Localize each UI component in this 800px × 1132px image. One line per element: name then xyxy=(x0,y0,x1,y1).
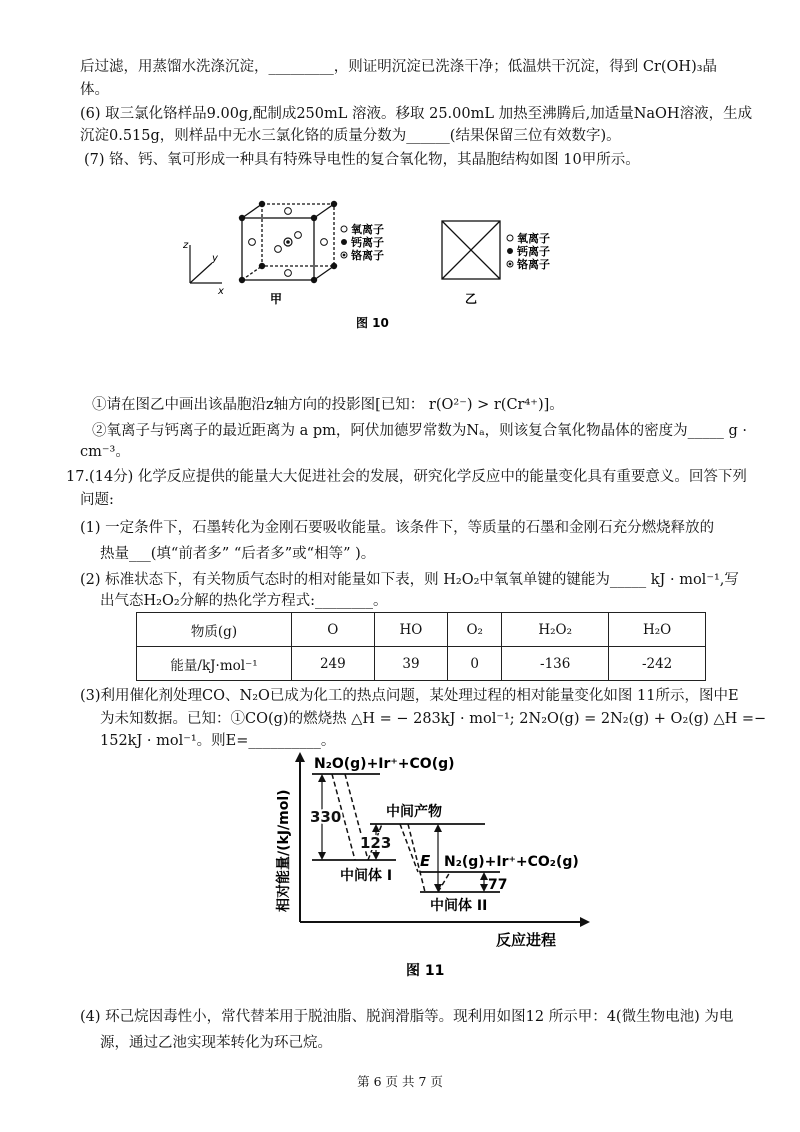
table-row xyxy=(137,647,706,681)
label-yi: 乙 xyxy=(465,292,478,306)
y-axis-label: 相对能量/(kJ/mol) xyxy=(276,789,292,912)
q16-line1: 后过滤，用蒸馏水洗涤沉淀，_________，则证明沉淀已洗涤干净；低温烘干沉淀，得到 Cr(OH)₃晶 xyxy=(80,59,718,75)
svg-text:铬离子: 铬离子 xyxy=(351,249,384,262)
q17-part3-line1: (3)利用催化剂处理CO、N₂O已成为化工的热点问题，某处理过程的相对能量变化如图 11所示，图中E xyxy=(80,688,739,704)
q16-sub2-line1: ②氧离子与钙离子的最近距离为 a pm，阿伏加德罗常数为Nₐ，则该复合氧化物晶体的密度为_____ g · xyxy=(92,423,748,439)
table-cell: 能量/kJ·mol⁻¹ xyxy=(137,647,292,681)
chromium-ion xyxy=(284,238,292,246)
page-footer: 第 6 页 共 7 页 xyxy=(357,1074,443,1089)
q16-sub1: ①请在图乙中画出该晶胞沿z轴方向的投影图[已知： r(O²⁻) > r(Cr⁴⁺)]。 xyxy=(92,397,564,413)
value-77: 77 xyxy=(488,877,508,893)
q17-part2-line2: 出气态H₂O₂分解的热化学方程式:________。 xyxy=(100,593,388,609)
table-cell: HO xyxy=(374,613,448,647)
label-intermediate-2: 中间体 II xyxy=(430,898,488,914)
axis-y-label: y xyxy=(212,253,218,264)
q17-part4-line2: 源，通过乙池实现苯转化为环己烷。 xyxy=(100,1035,332,1051)
projection-square xyxy=(442,221,500,279)
axis-z-label: z xyxy=(183,240,189,251)
legend-jia xyxy=(341,222,384,262)
value-e: E xyxy=(420,852,431,870)
axis-x-label: x xyxy=(218,286,224,297)
x-axis-label: 反应进程 xyxy=(496,931,557,949)
svg-text:铬离子: 铬离子 xyxy=(517,258,550,271)
q17-part4-line1: (4) 环己烷因毒性小，常代替苯用于脱油脂、脱润滑脂等。现利用如图12 所示甲：4(微生物电池) 为电 xyxy=(80,1009,734,1025)
q17-intro-line2: 问题: xyxy=(80,492,114,508)
energy-table xyxy=(136,612,706,681)
figure-10 xyxy=(170,195,590,340)
q17-part3-line2: 为未知数据。已知：①CO(g)的燃烧热 △H = − 283kJ · mol⁻¹; 2N₂O(g) = 2N₂(g) + O₂(g) △H =− xyxy=(100,711,767,727)
table-cell: H₂O xyxy=(609,613,706,647)
q17-part1-line1: (1) 一定条件下，石墨转化为金刚石要吸收能量。该条件下，等质量的石墨和金刚石充分燃烧释放的 xyxy=(80,520,715,536)
table-cell: 0 xyxy=(448,647,502,681)
q17-part1-line2: 热量___(填“前者多” “后者多”或“相等” )。 xyxy=(100,546,376,562)
label-intermediate-product: 中间产物 xyxy=(386,804,442,820)
table-cell: -242 xyxy=(609,647,706,681)
label-jia: 甲 xyxy=(270,292,283,306)
figure-11 xyxy=(260,752,600,982)
q16-line2: 体。 xyxy=(80,82,109,98)
q17-intro-line1: 17.(14分) 化学反应提供的能量大大促进社会的发展，研究化学反应中的能量变化具有重要意义。回答下列 xyxy=(66,469,747,485)
table-cell: 物质(g) xyxy=(137,613,292,647)
label-end: N₂(g)+Ir⁺+CO₂(g) xyxy=(444,854,579,870)
q17-part3-line3: 152kJ · mol⁻¹。则E=__________。 xyxy=(100,733,336,749)
label-start: N₂O(g)+Ir⁺+CO(g) xyxy=(314,756,455,772)
label-intermediate-1: 中间体 I xyxy=(340,868,393,884)
q16-part6-line2: 沉淀0.515g，则样品中无水三氯化铬的质量分数为______(结果保留三位有效数字)。 xyxy=(80,128,621,144)
svg-text:钙离子: 钙离子 xyxy=(517,245,550,258)
table-cell: O₂ xyxy=(448,613,502,647)
q16-sub2-line2: cm⁻³。 xyxy=(80,444,130,460)
table-cell: O xyxy=(292,613,375,647)
value-123: 123 xyxy=(360,834,392,852)
table-cell: 39 xyxy=(374,647,448,681)
figure-11-caption: 图 11 xyxy=(406,963,445,979)
table-row xyxy=(137,613,706,647)
figure-10-caption: 图 10 xyxy=(356,316,389,330)
svg-text:氧离子: 氧离子 xyxy=(351,223,384,236)
q16-part6-line1: (6) 取三氯化铬样品9.00g,配制成250mL 溶液。移取 25.00mL 加热至沸腾后,加适量NaOH溶液，生成 xyxy=(80,106,753,122)
svg-text:钙离子: 钙离子 xyxy=(351,236,384,249)
table-cell: -136 xyxy=(502,647,609,681)
q17-part2-line1: (2) 标准状态下，有关物质气态时的相对能量如下表，则 H₂O₂中氧氧单键的键能为_____ kJ · mol⁻¹,写 xyxy=(80,572,739,588)
value-330: 330 xyxy=(310,808,342,826)
svg-text:氧离子: 氧离子 xyxy=(517,232,550,245)
table-cell: 249 xyxy=(292,647,375,681)
q16-part7-line1: (7) 铬、钙、氧可形成一种具有特殊导电性的复合氧化物，其晶胞结构如图 10甲所示。 xyxy=(84,152,640,168)
table-cell: H₂O₂ xyxy=(502,613,609,647)
axis-y xyxy=(190,263,212,283)
legend-yi xyxy=(507,231,550,271)
